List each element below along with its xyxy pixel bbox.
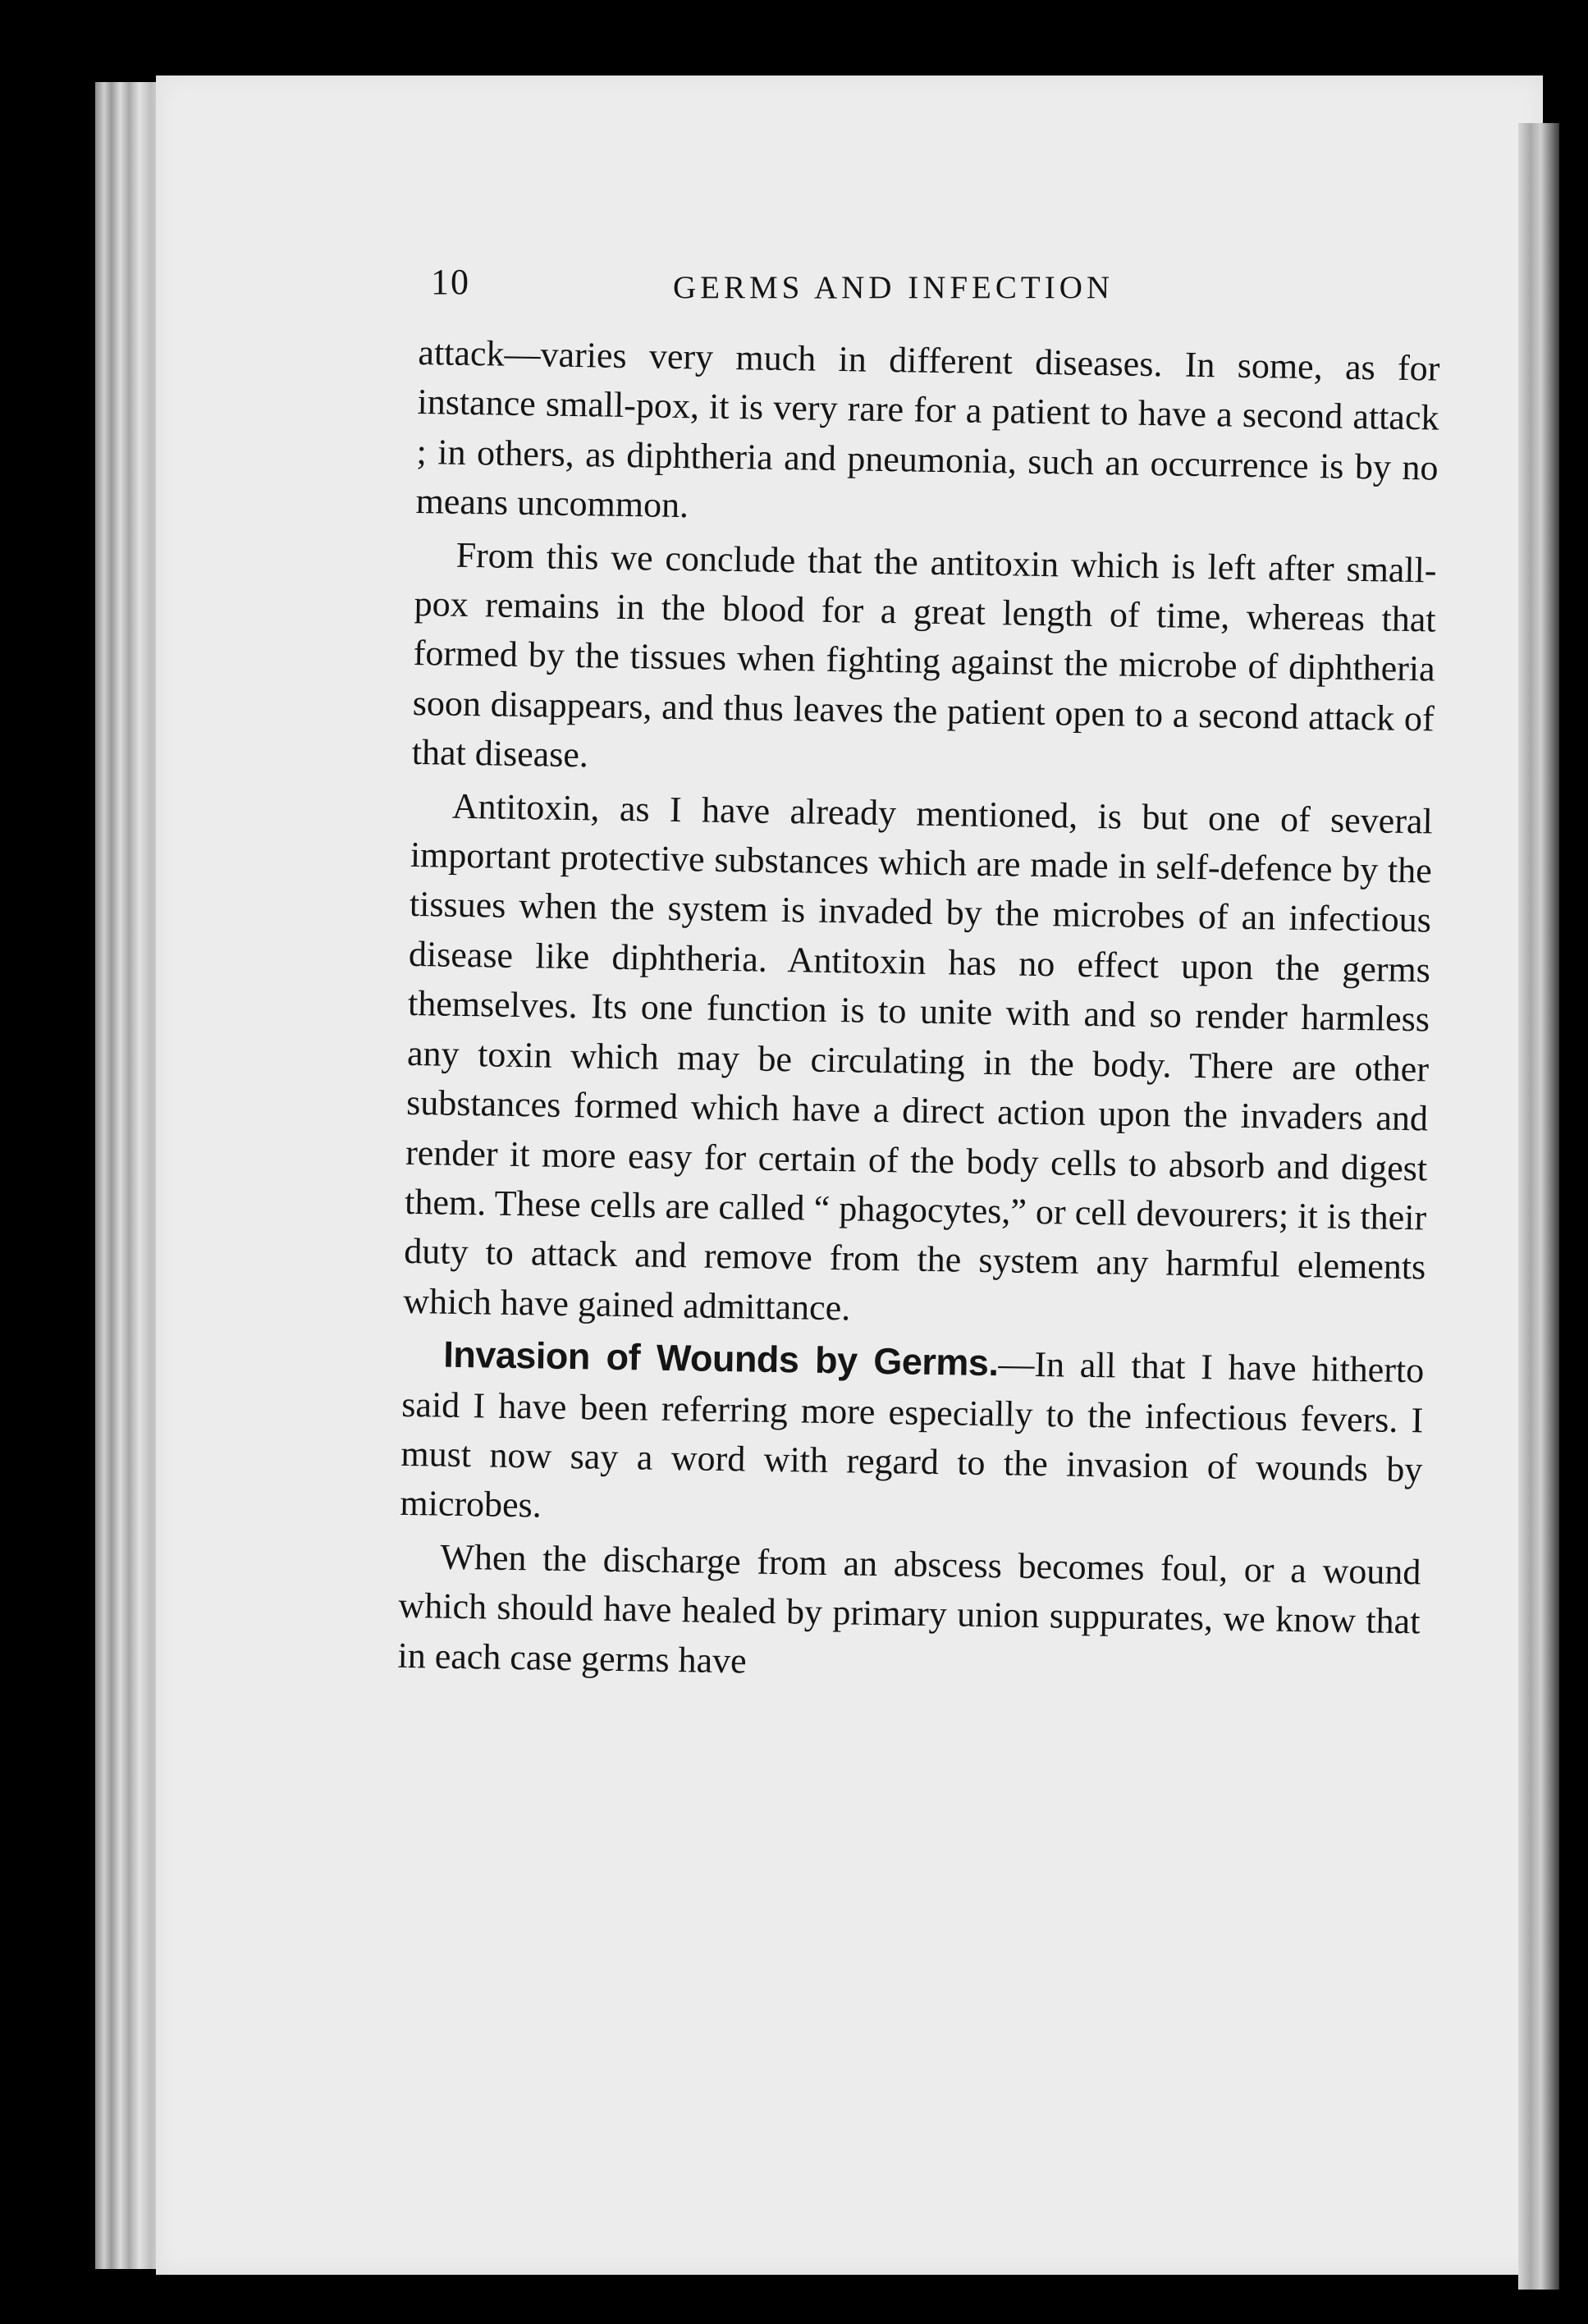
page-body — [397, 328, 1440, 1700]
page-number: 10 — [431, 262, 470, 302]
paragraph-3: Antitoxin, as I have already mentioned, is but one of several important protective substances which are made in self-defence by the tissues when the system is invaded by the microbes of an infectious disease like diphtheria. Antitoxin has no effect upon the germs themselves. Its one function is to unite with and so render harmless any toxin which may be circulating in the body. There are other substances formed which have a direct action upon the invaders and render it more easy for certain of the body cells to absorb and digest them. These cells are called “ phagocytes,” or cell devourers; it is their duty to attack and remove from the system any harmful elements which have gained admittance. — [402, 785, 1434, 1329]
paragraph-5: When the discharge from an abscess becomes foul, or a wound which should have healed by primary union suppurates, we know that in each case germs have — [397, 1536, 1421, 1681]
paragraph-4 — [400, 1329, 1425, 1544]
paragraph-2: From this we conclude that the antitoxin which is left after small-pox remains in the blood for a great length of time, whereas that formed by the tissues when fighting against the microbe of diphtheria soon disappears, and thus leaves the patient open to a second attack of that disease. — [411, 534, 1437, 775]
running-title: GERMS AND INFECTION — [673, 270, 1114, 305]
section-heading: Invasion of Wounds by Germs. — [442, 1333, 999, 1384]
paragraph-1: attack—varies very much in different diseases. In some, as for instance small-pox, it is very rare for a patient to have a second attack ; in others, as diphtheria and pneumonia, such an occurrence is by no means uncommon. — [415, 332, 1440, 526]
paragraph-4-text: —In all that I have hitherto said I have been referring more especially to the infectious fevers. I must now say a word with regard to the invasion of wounds by microbes. — [400, 1343, 1425, 1526]
book-gutter — [1518, 123, 1559, 2290]
